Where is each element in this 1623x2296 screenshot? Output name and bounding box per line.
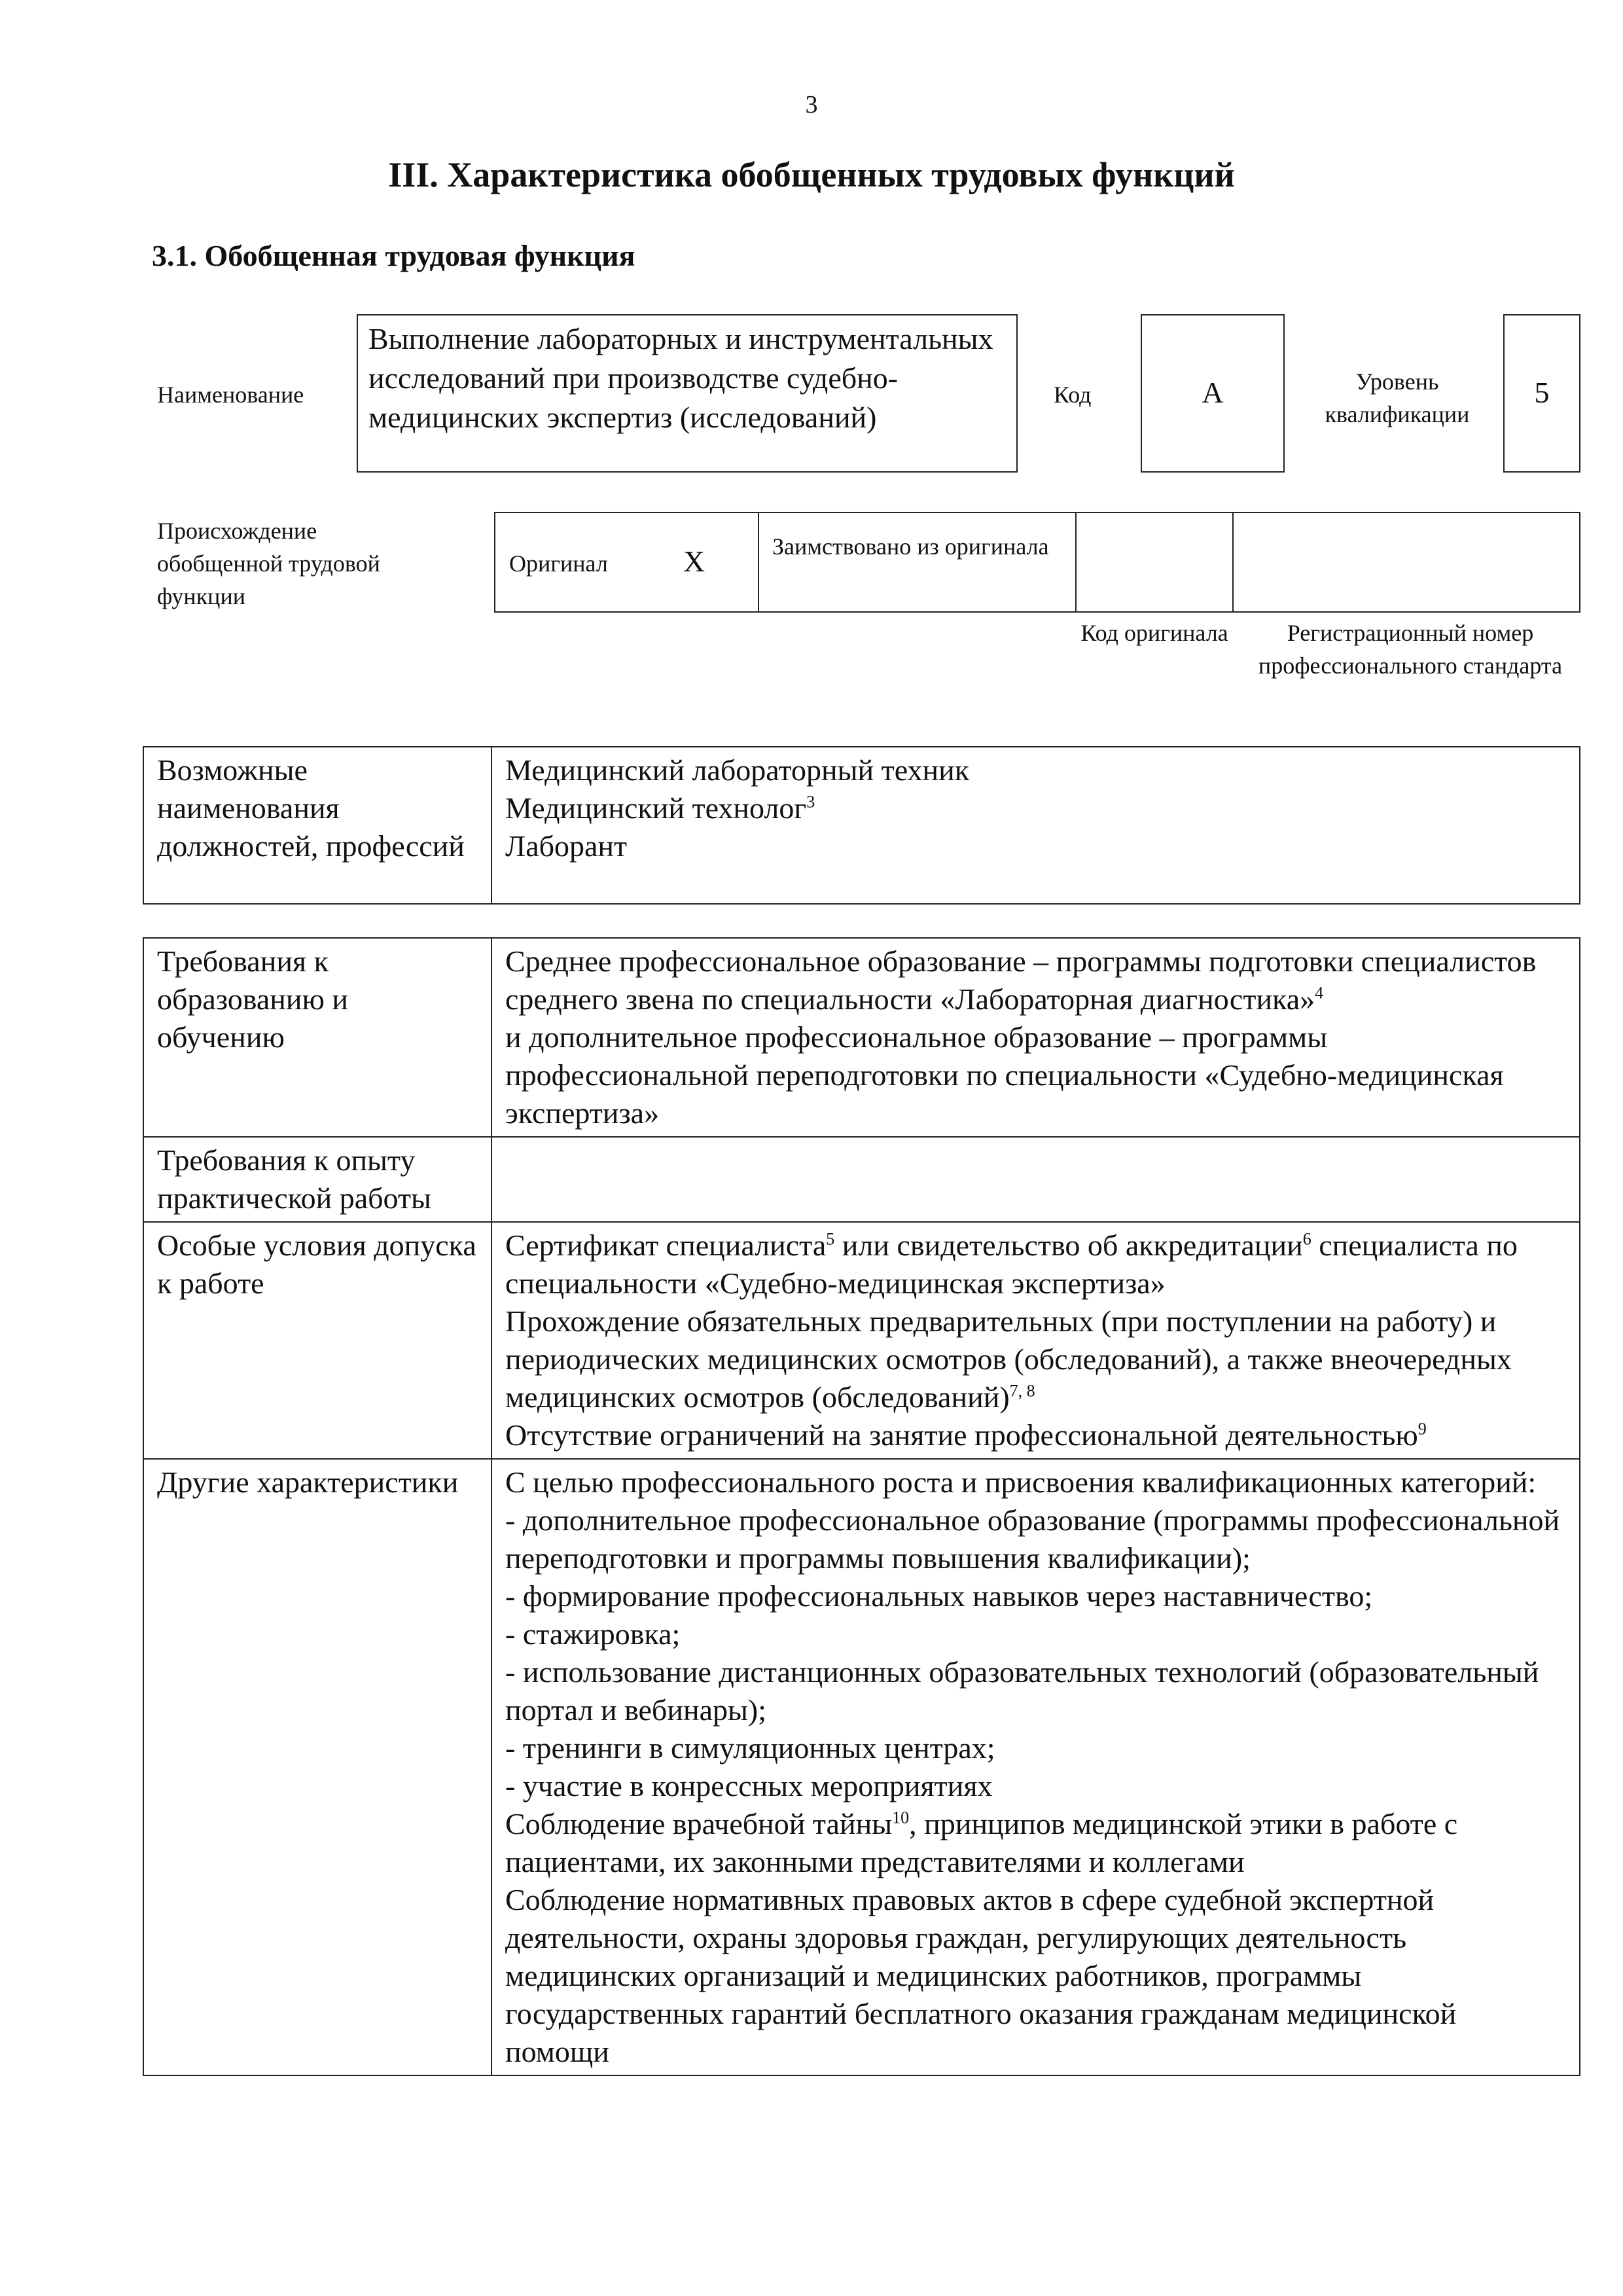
admission-label: Особые условия допуска к работе [143, 1222, 491, 1459]
level-value-box [1503, 314, 1580, 473]
level-label: Уровень квалификации [1325, 368, 1470, 427]
table-row [143, 1137, 1580, 1222]
education-label: Требования к образованию и обучению [143, 938, 491, 1137]
code-original-caption: Код оригинала [1080, 620, 1228, 646]
positions-label: Возможные наименования должностей, профессий [143, 747, 491, 904]
table-row [143, 747, 1580, 904]
code-label: Код [1054, 382, 1092, 408]
section-title: III. Характеристика обобщенных трудовых функций [388, 155, 1235, 194]
education-value: Среднее профессиональное образование – программы подготовки специалистов среднего звена по специальности «Лабораторная диагностика»$^4$ и дополнительное профессиональное образование – программы профессиональной переподготовки по специальности «Судебно-медицинская экспертиза» [491, 938, 1580, 1137]
position-item: Лаборант [505, 829, 628, 863]
page-number: 3 [805, 91, 818, 118]
other-value: С целью профессионального роста и присвоения квалификационных категорий: - дополнительное профессиональное образование (программы профессиональной переподготовки и программы повышения квалификации); - формирование профессиональных навыков через наставничество; - стажировка; - использование дистанционных образовательных технологий (образовательный портал и вебинары); - тренинги в симуляционных центрах; - участие в конрессных мероприятиях Соблюдение врачебной тайны$^{10}$, принципов медицинской этики в работе с пациентами, их законными представителями и коллегами Соблюдение нормативных правовых актов в сфере судебной экспертной деятельности, охраны здоровья граждан, регулирующих деятельность медицинских организаций и медицинских работников, программы государственных гарантий бесплатного оказания гражданам медицинской помощи [491, 1459, 1580, 2075]
position-item: Медицинский лабораторный техник [505, 753, 970, 787]
original-label: Оригинал [509, 550, 608, 577]
origin-label: Происхождение обобщенной трудовой функции [157, 518, 380, 609]
subsection-title: 3.1. Обобщенная трудовая функция [152, 239, 635, 272]
origin-divider [1075, 512, 1077, 613]
positions-items [491, 747, 1580, 904]
original-mark: X [683, 545, 705, 578]
code-value-box [1141, 314, 1285, 473]
requirements-table [143, 937, 1580, 2076]
table-row [143, 938, 1580, 1137]
table-row [143, 1459, 1580, 2075]
positions-table [143, 746, 1580, 905]
code-value: A [1202, 376, 1224, 409]
reg-number-caption: Регистрационный номер профессионального стандарта [1258, 620, 1563, 679]
admission-value: Сертификат специалиста$^5$ или свидетельство об аккредитации$^6$ специалиста по специальности «Судебно-медицинская экспертиза» Прохождение обязательных предварительных (при поступлении на работу) и периодических медицинских осмотров (обследований), а также внеочередных медицинских осмотров (обследований)$^{7, 8}$ Отсутствие ограничений на занятие профессиональной деятельностью$^9$ [491, 1222, 1580, 1459]
experience-value [491, 1137, 1580, 1222]
origin-divider [758, 512, 759, 613]
table-row [143, 1222, 1580, 1459]
level-value: 5 [1534, 376, 1550, 409]
name-value: Выполнение лабораторных и инструментальных исследований при производстве судебно-медицинских экспертиз (исследований) [368, 322, 993, 434]
other-label: Другие характеристики [143, 1459, 491, 2075]
experience-label: Требования к опыту практической работы [143, 1137, 491, 1222]
position-item: Медицинский технолог$^3$ [505, 791, 815, 825]
origin-divider [1232, 512, 1234, 613]
name-label: Наименование [157, 382, 304, 408]
name-value-box [357, 314, 1018, 473]
borrowed-label: Заимствовано из оригинала [772, 533, 1049, 560]
